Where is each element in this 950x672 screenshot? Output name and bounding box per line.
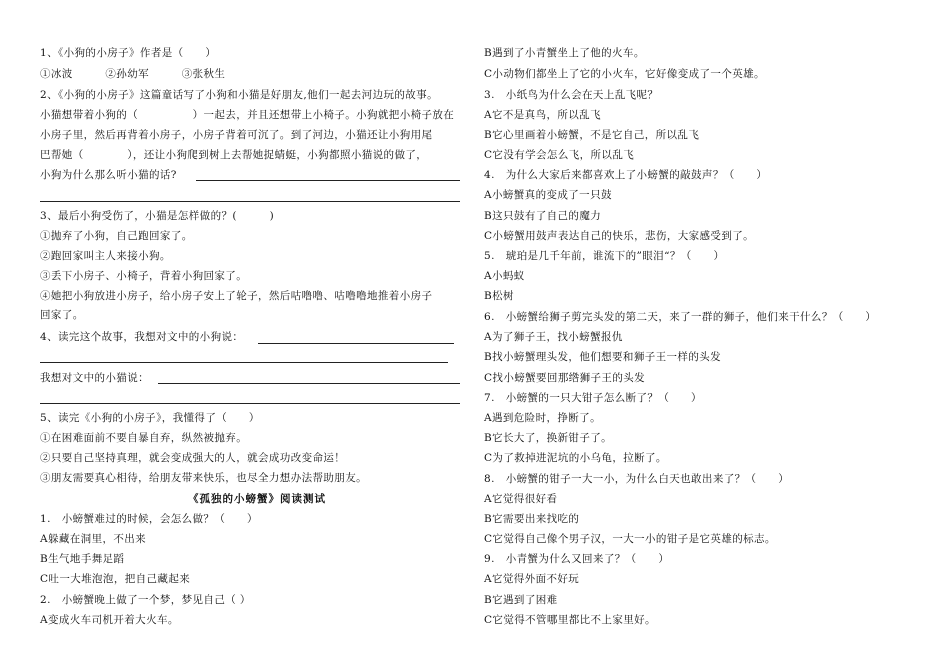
q3-option-2: ②跑回家叫主人来接小狗。 [40, 250, 171, 262]
s3-option-a: A它不是真鸟，所以乱飞 [484, 109, 601, 121]
q2-line-4: 巴帮她（ ），还让小狗爬到树上去帮她捉蜻蜓，小狗都照小猫说的做了， [40, 149, 428, 161]
s4-option-b: B这只鼓有了自己的魔力 [484, 210, 602, 222]
q3-option-4b: 回家了。 [40, 309, 84, 321]
s2-option-b: B遇到了小青蟹坐上了他的火车。 [484, 47, 645, 59]
q2-line-1: 2、《小狗的小房子》这篇童话写了小狗和小猫是好朋友,他们一起去河边玩的故事。 [40, 89, 438, 101]
q2-line-5: 小狗为什么那么听小猫的话? [40, 169, 177, 181]
s9-option-a: A它觉得外面不好玩 [484, 573, 580, 585]
q5-stem: 5、读完《小狗的小房子》，我懂得了（ ） [40, 412, 260, 424]
s2-stem: 2. 小螃蟹晚上做了一个梦，梦见自己（ ） [40, 594, 251, 606]
s7-option-c: C为了救掉进泥坑的小乌龟，拉断了。 [484, 452, 667, 464]
s9-option-c: C它觉得不管哪里都比不上家里好。 [484, 614, 656, 626]
s5-stem: 5. 琥珀是几千年前，谁流下的”眼泪“？（ ） [484, 250, 725, 262]
q5-option-2: ②只要自己坚持真理，就会变成强大的人，就会成功改变命运！ [40, 452, 346, 464]
s1-option-a: A躲藏在洞里，不出来 [40, 533, 147, 545]
q3-option-4a: ④她把小狗放进小房子，给小房子安上了轮子，然后咕噜噜、咕噜噜地推着小房子 [40, 290, 433, 302]
s4-option-a: A小螃蟹真的变成了一只鼓 [484, 189, 612, 201]
q5-option-3: ③朋友需要真心相待，给朋友带来快乐，也尽全力想办法帮助朋友。 [40, 472, 367, 484]
q4-answer-line-4[interactable] [40, 403, 460, 404]
s5-option-a: A小蚂蚁 [484, 270, 525, 282]
q3-stem: 3、最后小狗受伤了，小猫是怎样做的？( ) [40, 210, 275, 222]
q1-stem: 1、《小狗的小房子》作者是（ ） [40, 47, 217, 59]
s4-option-c: C小螃蟹用鼓声表达自己的快乐，悲伤，大家感受到了。 [484, 230, 755, 242]
s9-option-b: B它遇到了困难 [484, 594, 558, 606]
s4-stem: 4. 为什么大家后来都喜欢上了小螃蟹的敲鼓声？（ ） [484, 169, 768, 181]
q4-answer-line-1[interactable] [258, 343, 454, 344]
q5-option-1: ①在困难面前不要自暴自弃，纵然被抛弃。 [40, 432, 248, 444]
s3-stem: 3. 小纸鸟为什么会在天上乱飞呢？ [484, 89, 659, 101]
q2-line-2: 小猫想带着小狗的（ ）一起去，并且还想带上小椅子。小狗就把小椅子放在 [40, 109, 455, 121]
q1-options: ①冰波 ②孙幼军 ③张秋生 [40, 68, 226, 80]
q3-option-3: ③丢下小房子、小椅子，背着小狗回家了。 [40, 270, 248, 282]
s7-stem: 7. 小螃蟹的一只大钳子怎么断了？（ ） [484, 392, 702, 404]
s6-option-b: B找小螃蟹理头发，他们想要和狮子王一样的头发 [484, 351, 722, 363]
s1-option-b: B生气地手舞足蹈 [40, 553, 125, 565]
q2-answer-line-1[interactable] [196, 180, 460, 181]
s8-option-c: C它觉得自己像个男子汉，一大一小的钳子是它英雄的标志。 [484, 533, 776, 545]
s7-option-b: B它长大了，换新钳子了。 [484, 432, 613, 444]
s8-option-a: A它觉得很好看 [484, 493, 558, 505]
s8-stem: 8. 小螃蟹的钳子一大一小，为什么白天也敢出来了？（ ） [484, 473, 790, 485]
s7-option-a: A遇到危险时，挣断了。 [484, 412, 601, 424]
s1-stem: 1. 小螃蟹难过的时候，会怎么做？（ ） [40, 513, 258, 525]
q4-answer-line-2[interactable] [40, 362, 448, 363]
q3-option-1: ①抛弃了小狗，自己跑回家了。 [40, 230, 193, 242]
q4-answer-line-3[interactable] [158, 383, 460, 384]
s1-option-c: C吐一大堆泡泡，把自己藏起来 [40, 573, 191, 585]
q2-answer-line-2[interactable] [40, 201, 460, 202]
q4-line-2: 我想对文中的小猫说： [40, 372, 149, 384]
s2-option-a: A变成火车司机开着大火车。 [40, 614, 179, 626]
section-title: 《孤独的小螃蟹》阅读测试 [188, 493, 326, 505]
q4-line-1: 4、读完这个故事，我想对文中的小狗说： [40, 331, 244, 343]
s3-option-c: C它没有学会怎么飞，所以乱飞 [484, 149, 635, 161]
s5-option-b: B松树 [484, 290, 514, 302]
s6-stem: 6. 小螃蟹给狮子剪完头发的第二天，来了一群的狮子，他们来干什么？（ ） [484, 311, 877, 323]
s9-stem: 9. 小青蟹为什么又回来了？（ ） [484, 553, 670, 565]
s2-option-c: C小动物们都坐上了它的小火车，它好像变成了一个英雄。 [484, 68, 765, 80]
s6-option-c: C找小螃蟹要回那绺狮子王的头发 [484, 372, 646, 384]
q2-line-3: 小房子里，然后再背着小房子，小房子背着可沉了。到了河边，小猫还让小狗用尾 [40, 129, 433, 141]
s8-option-b: B它需要出来找吃的 [484, 513, 580, 525]
s6-option-a: A为了狮子王，找小螃蟹报仇 [484, 331, 623, 343]
s3-option-b: B它心里画着小螃蟹，不是它自己，所以乱飞 [484, 129, 700, 141]
